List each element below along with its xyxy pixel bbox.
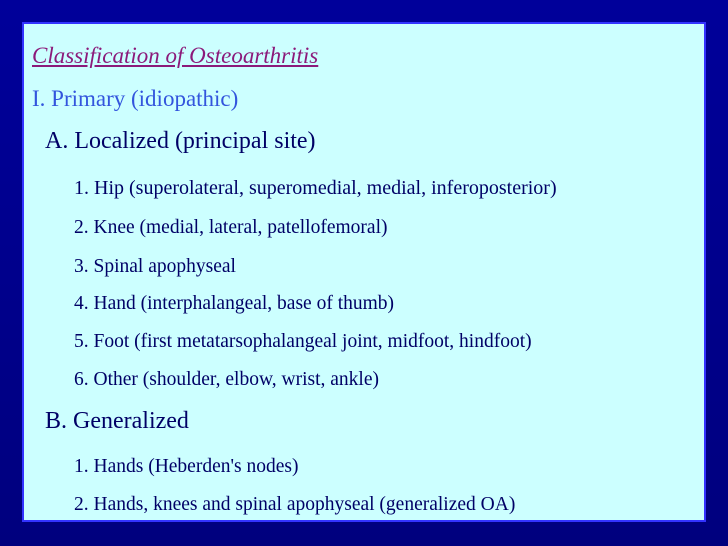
- content-panel: [22, 22, 706, 522]
- localized-item-knee: 2. Knee (medial, lateral, patellofemoral): [74, 217, 388, 238]
- localized-item-hip: 1. Hip (superolateral, superomedial, medial, inferoposterior): [74, 177, 557, 199]
- slide-title: Classification of Osteoarthritis: [32, 43, 319, 68]
- localized-item-spinal: 3. Spinal apophyseal: [74, 256, 236, 277]
- localized-item-hand: 4. Hand (interphalangeal, base of thumb): [74, 293, 395, 314]
- generalized-heading: B. Generalized: [45, 408, 189, 434]
- localized-item-foot: 5. Foot (first metatarsophalangeal joint, midfoot, hindfoot): [74, 331, 532, 352]
- generalized-item-hands-knees-spine: 2. Hands, knees and spinal apophyseal (generalized OA): [74, 494, 516, 515]
- localized-heading: A. Localized (principal site): [45, 128, 316, 154]
- primary-heading: I. Primary (idiopathic): [32, 86, 239, 111]
- localized-item-other: 6. Other (shoulder, elbow, wrist, ankle): [74, 369, 380, 390]
- generalized-item-hands: 1. Hands (Heberden's nodes): [74, 456, 299, 477]
